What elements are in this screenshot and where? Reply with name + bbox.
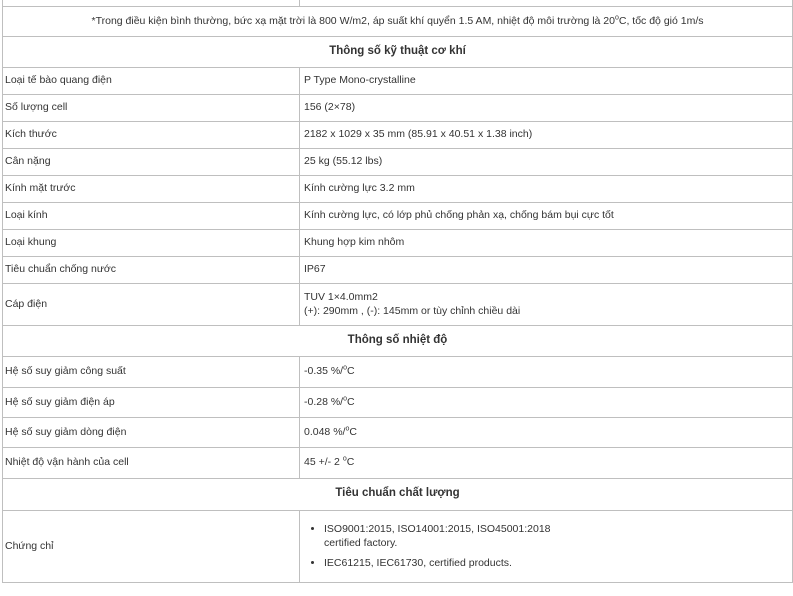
note-row — [3, 6, 793, 36]
spec-label: Loại khung — [3, 229, 300, 256]
spec-label: Hệ số suy giảm công suất — [3, 356, 300, 387]
value-unit: C — [347, 395, 355, 408]
table-row — [3, 387, 793, 417]
cert-line-1: • IEC61215, IEC61730, certified products. — [324, 557, 512, 570]
table-row — [3, 417, 793, 447]
spec-label: Cáp điện — [3, 283, 300, 325]
quality-heading-row — [3, 478, 793, 510]
standard-conditions-note — [3, 6, 793, 36]
cable-line-1: TUV 1×4.0mm2 — [304, 290, 378, 303]
table-row — [3, 510, 793, 582]
table-row — [3, 202, 793, 229]
note-text: *Trong điều kiện bình thường, bức xạ mặt trời là 800 W/m2, áp suất khí quyển 1.5 AM, nhiệt độ môi trường là 20 — [91, 14, 615, 27]
spec-label: Hệ số suy giảm dòng điện — [3, 417, 300, 447]
table-row — [3, 121, 793, 148]
table-row — [3, 356, 793, 387]
spec-value: Kính cường lực 3.2 mm — [300, 175, 793, 202]
value-text: -0.35 %/ — [304, 365, 344, 378]
value-text: -0.28 %/ — [304, 395, 344, 408]
spec-label: Loại kính — [3, 202, 300, 229]
degree-sup: o — [345, 425, 350, 433]
spec-label: Kính mặt trước — [3, 175, 300, 202]
spec-value — [300, 417, 793, 447]
value-unit: C — [347, 365, 355, 378]
spec-value — [300, 447, 793, 478]
table-row — [3, 67, 793, 94]
quality-section-heading: Tiêu chuẩn chất lượng — [3, 478, 793, 510]
table-row — [3, 447, 793, 478]
table-row — [3, 175, 793, 202]
spec-value — [300, 387, 793, 417]
spec-value: Khung hợp kim nhôm — [300, 229, 793, 256]
list-item — [324, 556, 788, 570]
mechanical-section-heading: Thông số kỹ thuật cơ khí — [3, 36, 793, 67]
spec-label: Hệ số suy giảm điện áp — [3, 387, 300, 417]
certification-list — [304, 522, 788, 571]
spec-value: IP67 — [300, 256, 793, 283]
spec-value — [300, 356, 793, 387]
table-row — [3, 283, 793, 325]
cert-line-2: certified factory. — [324, 536, 398, 549]
degree-sup: o — [342, 455, 347, 463]
table-row — [3, 148, 793, 175]
spec-label: Chứng chỉ — [3, 510, 300, 582]
certification-list-cell — [300, 510, 793, 582]
value-unit: C — [349, 425, 357, 438]
table-row — [3, 256, 793, 283]
cable-line-2: (+): 290mm , (-): 145mm or tùy chỉnh chiều dài — [304, 305, 521, 317]
degree-sup: o — [343, 395, 348, 403]
note-text-end: C, tốc độ gió 1m/s — [618, 14, 704, 27]
degree-sup: o — [614, 14, 619, 22]
spec-value: Kính cường lực, có lớp phủ chống phản xạ, chống bám bụi cực tốt — [300, 202, 793, 229]
spec-label: Tiêu chuẩn chống nước — [3, 256, 300, 283]
spec-value: P Type Mono-crystalline — [300, 67, 793, 94]
list-item — [324, 522, 788, 550]
spec-label: Cân nặng — [3, 148, 300, 175]
table-row — [3, 229, 793, 256]
thermal-heading-row — [3, 325, 793, 356]
spec-label: Kích thước — [3, 121, 300, 148]
spec-table — [2, 0, 793, 583]
spec-label: Loại tế bào quang điện — [3, 67, 300, 94]
spec-value: 2182 x 1029 x 35 mm (85.91 x 40.51 x 1.38 inch) — [300, 121, 793, 148]
degree-sup: o — [343, 364, 348, 372]
spec-value: 25 kg (55.12 lbs) — [300, 148, 793, 175]
value-text: 45 +/- 2 — [304, 456, 343, 469]
spec-value: 156 (2×78) — [300, 94, 793, 121]
thermal-section-heading: Thông số nhiệt độ — [3, 325, 793, 356]
cert-line-1: • ISO9001:2015, ISO14001:2015, ISO45001:2018 — [324, 522, 551, 535]
value-text: 0.048 %/ — [304, 425, 346, 438]
table-row — [3, 94, 793, 121]
spec-label: Nhiệt độ vận hành của cell — [3, 447, 300, 478]
spec-label: Số lượng cell — [3, 94, 300, 121]
spec-value-cable — [300, 283, 793, 325]
value-unit: C — [346, 456, 355, 469]
mechanical-heading-row — [3, 36, 793, 67]
